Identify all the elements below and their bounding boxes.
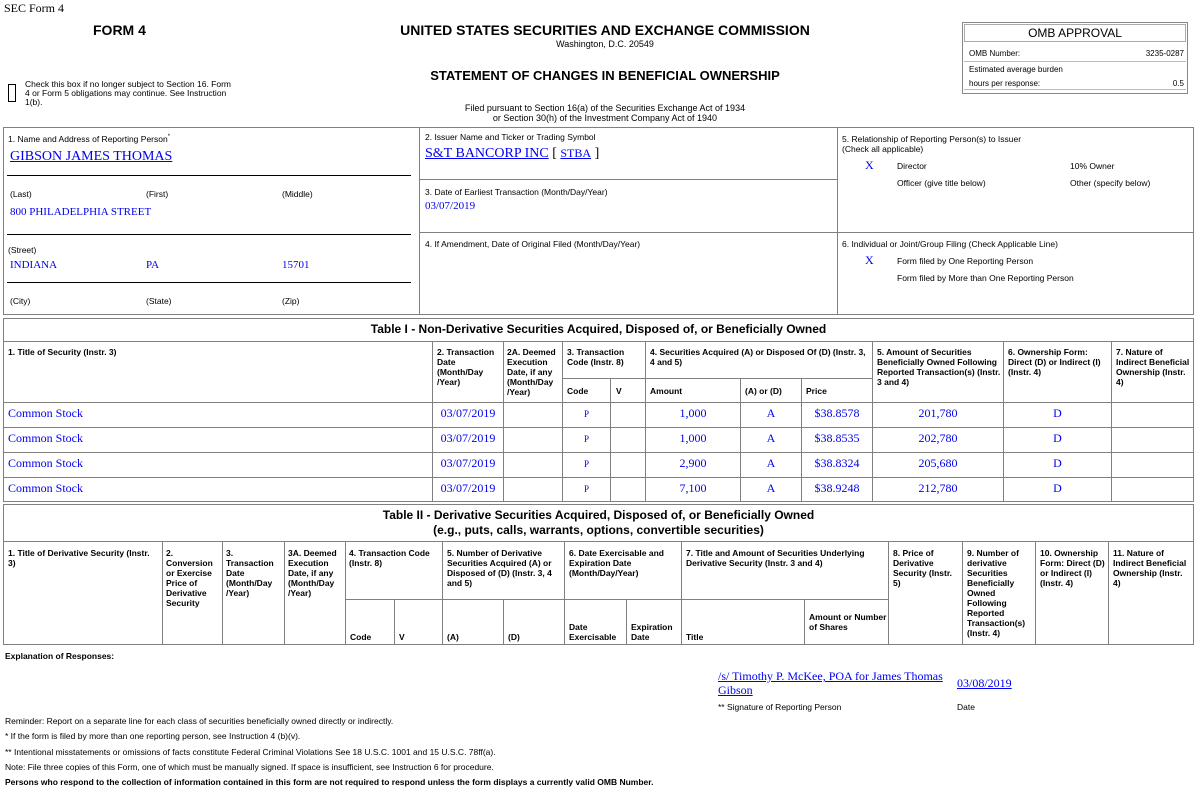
table2-title-2: (e.g., puts, calls, warrants, options, convertible securities) [433, 523, 764, 537]
t2-sub-d: (D) [508, 632, 520, 642]
state-value: PA [146, 259, 160, 271]
ten-percent-owner-label: 10% Owner [1070, 161, 1115, 171]
other-label: Other (specify below) [1070, 178, 1151, 188]
street-label: (Street) [8, 245, 37, 255]
t2-col-nature: 11. Nature of Indirect Beneficial Ownership (Instr. 4) [1113, 548, 1187, 588]
signature-label: ** Signature of Reporting Person [718, 702, 842, 712]
footnote-2: ** Intentional misstatements or omissions of facts constitute Federal Criminal Violations See 18 U.S.C. 1001 and 15 U.S.C. 78ff(a). [5, 747, 496, 757]
ticker-symbol[interactable]: STBA [560, 146, 592, 160]
t1-sub-code: Code [567, 386, 589, 396]
explanation-label: Explanation of Responses: [5, 651, 115, 661]
section5-label-1: 5. Relationship of Reporting Person(s) to Issuer [842, 134, 1022, 144]
issuer-name[interactable]: S&T BANCORP INC [425, 146, 549, 161]
price: $38.9248 [814, 481, 860, 495]
t1-col-nature: 7. Nature of Indirect Beneficial Ownership (Instr. 4) [1116, 347, 1190, 387]
section4-label: 4. If Amendment, Date of Original Filed (Month/Day/Year) [425, 239, 641, 249]
date-label: Date [957, 702, 975, 712]
amount: 2,900 [679, 456, 707, 470]
section6-label: 6. Individual or Joint/Group Filing (Check Applicable Line) [842, 239, 1058, 249]
t2-col-conversion: 2. Conversion or Exercise Price of Derivative Security [166, 548, 213, 608]
footnote-3: Note: File three copies of this Form, one of which must be manually signed. If space is insufficient, see Instruction 6 for procedure. [5, 762, 494, 772]
security-title[interactable]: Common Stock [8, 406, 84, 420]
city-value: INDIANA [10, 259, 58, 271]
one-person-check-mark[interactable]: X [865, 253, 874, 267]
ownership-form: D [1053, 406, 1062, 420]
t2-col-price: 8. Price of Derivative Security (Instr. 5) [893, 548, 953, 588]
section1-label: 1. Name and Address of Reporting Person* [8, 134, 171, 144]
omb-number-label: OMB Number: [969, 49, 1021, 58]
amount-owned: 212,780 [918, 481, 958, 495]
t2-col-owned: 9. Number of derivative Securities Beneficially Owned Following Reported Transaction(s) (Instr. 4) [967, 548, 1026, 638]
city-label: (City) [10, 296, 31, 306]
transaction-date[interactable]: 03/07/2019 [440, 406, 496, 420]
amount: 1,000 [679, 406, 707, 420]
acquired-or-disposed: A [766, 431, 776, 445]
t1-sub-aord: (A) or (D) [745, 386, 782, 396]
t1-col-acquired: 4. Securities Acquired (A) or Disposed Of (D) (Instr. 3, 4 and 5) [650, 347, 866, 367]
t2-col-deemed: 3A. Deemed Execution Date, if any (Month/Day /Year) [288, 548, 337, 598]
t2-sub-amount: Amount or Number of Shares [809, 612, 887, 632]
issuer-line: S&T BANCORP INC [ STBA ] [425, 146, 600, 161]
signature-date[interactable]: 03/08/2019 [957, 676, 1012, 690]
amount: 1,000 [679, 431, 707, 445]
section16-text [25, 80, 231, 107]
agency-city: Washington, D.C. 20549 [556, 39, 654, 49]
omb-number-value: 3235-0287 [1145, 49, 1184, 58]
statement-title: STATEMENT OF CHANGES IN BENEFICIAL OWNERSHIP [430, 68, 780, 83]
director-label: Director [897, 161, 927, 171]
earliest-transaction-date: 03/07/2019 [425, 200, 476, 212]
omb-burden-1: Estimated average burden [969, 65, 1063, 74]
filed-line-2: or Section 30(h) of the Investment Company Act of 1940 [492, 113, 718, 123]
t2-sub-expiration: Expiration Date [631, 622, 673, 642]
reporting-person-name[interactable]: GIBSON JAMES THOMAS [10, 149, 173, 164]
t1-col-date: 2. Transaction Date (Month/Day /Year) [437, 347, 495, 387]
price: $38.8535 [814, 431, 860, 445]
t1-sub-price: Price [806, 386, 827, 396]
last-label: (Last) [10, 189, 32, 199]
footnote-1: * If the form is filed by more than one reporting person, see Instruction 4 (b)(v). [5, 731, 301, 741]
transaction-code: P [583, 434, 589, 444]
sec-form-label: SEC Form 4 [4, 1, 65, 15]
transaction-date[interactable]: 03/07/2019 [440, 481, 496, 495]
t2-sub-date-exercisable: Date Exercisable [569, 622, 617, 642]
t2-col-code: 4. Transaction Code (Instr. 8) [349, 548, 430, 568]
one-person-label: Form filed by One Reporting Person [897, 256, 1034, 266]
signature[interactable]: /s/ Timothy P. McKee, POA for James Thomas Gibson [718, 669, 943, 697]
price: $38.8324 [814, 456, 860, 470]
omb-burden-value: 0.5 [1172, 79, 1184, 88]
zip-value: 15701 [282, 259, 310, 271]
director-check-mark[interactable]: X [865, 158, 874, 172]
t1-col-owned: 5. Amount of Securities Beneficially Owned Following Reported Transaction(s) (Instr. 3 and 4) [877, 347, 1001, 387]
middle-label: (Middle) [282, 189, 313, 199]
ownership-form: D [1053, 431, 1062, 445]
t2-sub-code: Code [350, 632, 372, 642]
ownership-form: D [1053, 481, 1062, 495]
security-title[interactable]: Common Stock [8, 456, 84, 470]
security-title[interactable]: Common Stock [8, 431, 84, 445]
amount-owned: 202,780 [918, 431, 958, 445]
t2-col-title: 1. Title of Derivative Security (Instr. 3) [8, 548, 150, 568]
transaction-code: P [583, 459, 589, 469]
t1-col-ownership: 6. Ownership Form: Direct (D) or Indirect (I) (Instr. 4) [1008, 347, 1101, 377]
check-text-2: 4 or Form 5 obligations may continue. See Instruction [25, 88, 227, 98]
t2-col-number: 5. Number of Derivative Securities Acquired (A) or Disposed of (D) (Instr. 3, 4 and 5) [447, 548, 552, 588]
t2-col-date: 3. Transaction Date (Month/Day /Year) [226, 548, 274, 598]
transaction-date[interactable]: 03/07/2019 [440, 456, 496, 470]
transaction-code: P [583, 409, 589, 419]
section5-label-2: (Check all applicable) [842, 144, 924, 154]
first-label: (First) [146, 189, 169, 199]
table1-title: Table I - Non-Derivative Securities Acquired, Disposed of, or Beneficially Owned [370, 322, 827, 336]
transaction-date[interactable]: 03/07/2019 [440, 431, 496, 445]
acquired-or-disposed: A [766, 406, 776, 420]
acquired-or-disposed: A [766, 481, 776, 495]
t1-sub-amount: Amount [650, 386, 683, 396]
state-label: (State) [146, 296, 172, 306]
t2-col-underlying: 7. Title and Amount of Securities Underlying Derivative Security (Instr. 3 and 4) [686, 548, 865, 568]
t1-sub-v: V [616, 386, 622, 396]
amount-owned: 205,680 [918, 456, 958, 470]
omb-burden-2: hours per response: [969, 79, 1041, 88]
ownership-form: D [1053, 456, 1062, 470]
t2-col-exercisable: 6. Date Exercisable and Expiration Date (Month/Day/Year) [569, 548, 664, 578]
t2-col-ownership: 10. Ownership Form: Direct (D) or Indirect (I) (Instr. 4) [1040, 548, 1105, 588]
section16-checkbox[interactable] [8, 84, 16, 102]
section3-label: 3. Date of Earliest Transaction (Month/Day/Year) [425, 187, 608, 197]
t1-col-title: 1. Title of Security (Instr. 3) [8, 347, 117, 357]
section2-label: 2. Issuer Name and Ticker or Trading Symbol [425, 132, 596, 142]
transaction-code: P [583, 484, 589, 494]
price: $38.8578 [814, 406, 860, 420]
t1-col-deemed: 2A. Deemed Execution Date, if any (Month/Day /Year) [507, 347, 556, 397]
t2-sub-a: (A) [447, 632, 459, 642]
form-title: FORM 4 [93, 22, 146, 38]
agency-title: UNITED STATES SECURITIES AND EXCHANGE COMMISSION [400, 22, 810, 38]
check-text-1: Check this box if no longer subject to Section 16. Form [25, 79, 231, 89]
table2-title-1: Table II - Derivative Securities Acquired, Disposed of, or Beneficially Owned [382, 508, 815, 522]
t2-sub-v: V [399, 632, 405, 642]
street-value: 800 PHILADELPHIA STREET [10, 206, 152, 218]
amount: 7,100 [679, 481, 707, 495]
omb-title: OMB APPROVAL [1028, 26, 1122, 40]
t2-sub-title: Title [686, 632, 704, 642]
t1-col-code: 3. Transaction Code (Instr. 8) [567, 347, 625, 367]
more-persons-label: Form filed by More than One Reporting Person [897, 273, 1074, 283]
zip-label: (Zip) [282, 296, 300, 306]
security-title[interactable]: Common Stock [8, 481, 84, 495]
officer-label: Officer (give title below) [897, 178, 986, 188]
filed-line-1: Filed pursuant to Section 16(a) of the Securities Exchange Act of 1934 [464, 103, 746, 113]
acquired-or-disposed: A [766, 456, 776, 470]
footnote-4: Persons who respond to the collection of information contained in this form are not required to respond unless the form displays a currently valid OMB Number. [5, 777, 654, 787]
amount-owned: 201,780 [918, 406, 958, 420]
check-text-3: 1(b). [25, 97, 43, 107]
reminder-note: Reminder: Report on a separate line for each class of securities beneficially owned directly or indirectly. [5, 716, 394, 726]
